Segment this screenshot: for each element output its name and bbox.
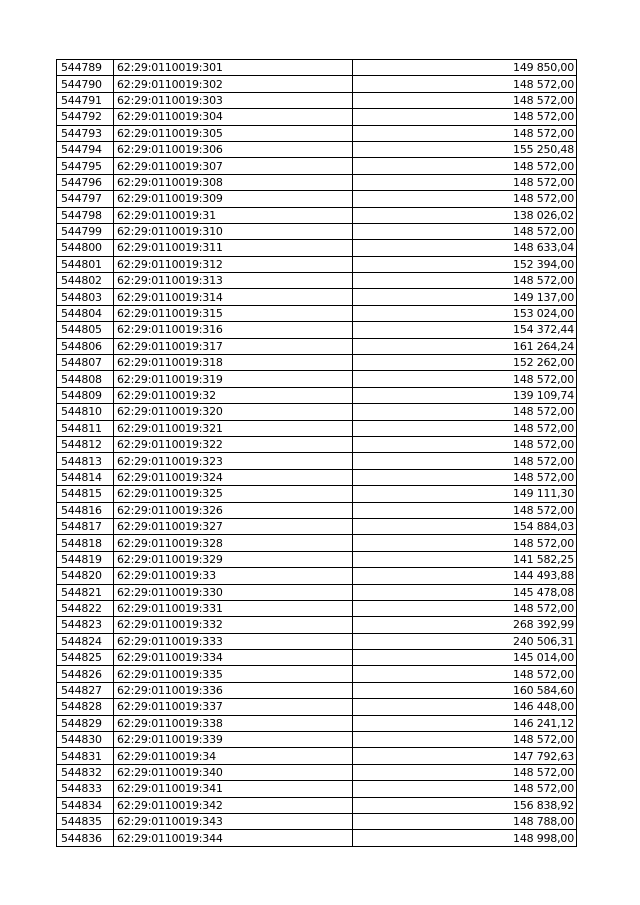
table-row [57, 322, 577, 338]
table-row [57, 436, 577, 452]
row-number-cell: 544835 [57, 813, 114, 829]
cadastral-value-cell: 153 024,00 [353, 305, 577, 321]
cadastral-value-cell: 148 572,00 [353, 600, 577, 616]
table-row [57, 207, 577, 223]
cadastral-value-cell: 148 572,00 [353, 273, 577, 289]
cadastral-value-cell: 148 572,00 [353, 371, 577, 387]
row-number-cell: 544795 [57, 158, 114, 174]
table-row [57, 60, 577, 76]
cadastral-value-table [56, 59, 577, 847]
table-row [57, 568, 577, 584]
cadastral-number-cell: 62:29:0110019:317 [114, 338, 353, 354]
table-row [57, 191, 577, 207]
cadastral-number-cell: 62:29:0110019:333 [114, 633, 353, 649]
row-number-cell: 544819 [57, 551, 114, 567]
row-number-cell: 544826 [57, 666, 114, 682]
row-number-cell: 544798 [57, 207, 114, 223]
cadastral-number-cell: 62:29:0110019:328 [114, 535, 353, 551]
cadastral-value-cell: 152 262,00 [353, 355, 577, 371]
table-row [57, 76, 577, 92]
cadastral-value-cell: 148 633,04 [353, 240, 577, 256]
row-number-cell: 544820 [57, 568, 114, 584]
row-number-cell: 544815 [57, 486, 114, 502]
row-number-cell: 544816 [57, 502, 114, 518]
cadastral-number-cell: 62:29:0110019:316 [114, 322, 353, 338]
cadastral-number-cell: 62:29:0110019:319 [114, 371, 353, 387]
cadastral-value-cell: 148 572,00 [353, 125, 577, 141]
row-number-cell: 544807 [57, 355, 114, 371]
cadastral-value-cell: 161 264,24 [353, 338, 577, 354]
row-number-cell: 544814 [57, 469, 114, 485]
cadastral-number-cell: 62:29:0110019:324 [114, 469, 353, 485]
cadastral-number-cell: 62:29:0110019:315 [114, 305, 353, 321]
cadastral-value-cell: 148 572,00 [353, 223, 577, 239]
row-number-cell: 544822 [57, 600, 114, 616]
cadastral-number-cell: 62:29:0110019:311 [114, 240, 353, 256]
cadastral-value-cell: 148 998,00 [353, 830, 577, 846]
table-row [57, 453, 577, 469]
row-number-cell: 544805 [57, 322, 114, 338]
cadastral-number-cell: 62:29:0110019:338 [114, 715, 353, 731]
row-number-cell: 544803 [57, 289, 114, 305]
table-row [57, 125, 577, 141]
cadastral-value-cell: 146 241,12 [353, 715, 577, 731]
table-row [57, 256, 577, 272]
row-number-cell: 544823 [57, 617, 114, 633]
cadastral-value-cell: 148 572,00 [353, 404, 577, 420]
row-number-cell: 544830 [57, 732, 114, 748]
table-row [57, 240, 577, 256]
table-row [57, 273, 577, 289]
cadastral-number-cell: 62:29:0110019:308 [114, 174, 353, 190]
cadastral-value-cell: 147 792,63 [353, 748, 577, 764]
cadastral-number-cell: 62:29:0110019:335 [114, 666, 353, 682]
table-row [57, 600, 577, 616]
cadastral-value-cell: 148 572,00 [353, 469, 577, 485]
row-number-cell: 544836 [57, 830, 114, 846]
cadastral-number-cell: 62:29:0110019:339 [114, 732, 353, 748]
cadastral-value-cell: 148 572,00 [353, 453, 577, 469]
row-number-cell: 544829 [57, 715, 114, 731]
cadastral-value-cell: 148 572,00 [353, 158, 577, 174]
table-row [57, 92, 577, 108]
cadastral-value-cell: 149 850,00 [353, 60, 577, 76]
cadastral-value-cell: 148 572,00 [353, 420, 577, 436]
cadastral-value-cell: 148 572,00 [353, 764, 577, 780]
row-number-cell: 544817 [57, 518, 114, 534]
row-number-cell: 544806 [57, 338, 114, 354]
cadastral-value-cell: 148 572,00 [353, 781, 577, 797]
row-number-cell: 544825 [57, 650, 114, 666]
cadastral-number-cell: 62:29:0110019:309 [114, 191, 353, 207]
table-row [57, 682, 577, 698]
cadastral-value-cell: 152 394,00 [353, 256, 577, 272]
table-row [57, 289, 577, 305]
table-row [57, 223, 577, 239]
cadastral-number-cell: 62:29:0110019:332 [114, 617, 353, 633]
table-row [57, 781, 577, 797]
cadastral-number-cell: 62:29:0110019:326 [114, 502, 353, 518]
cadastral-number-cell: 62:29:0110019:314 [114, 289, 353, 305]
cadastral-number-cell: 62:29:0110019:340 [114, 764, 353, 780]
table-row [57, 764, 577, 780]
cadastral-number-cell: 62:29:0110019:303 [114, 92, 353, 108]
cadastral-value-cell: 148 572,00 [353, 191, 577, 207]
table-row [57, 109, 577, 125]
cadastral-number-cell: 62:29:0110019:310 [114, 223, 353, 239]
row-number-cell: 544824 [57, 633, 114, 649]
cadastral-number-cell: 62:29:0110019:32 [114, 387, 353, 403]
row-number-cell: 544809 [57, 387, 114, 403]
table-row [57, 158, 577, 174]
table-row [57, 387, 577, 403]
row-number-cell: 544794 [57, 141, 114, 157]
row-number-cell: 544790 [57, 76, 114, 92]
table-row [57, 748, 577, 764]
table-row [57, 141, 577, 157]
cadastral-number-cell: 62:29:0110019:334 [114, 650, 353, 666]
cadastral-number-cell: 62:29:0110019:34 [114, 748, 353, 764]
cadastral-number-cell: 62:29:0110019:343 [114, 813, 353, 829]
table-row [57, 797, 577, 813]
cadastral-number-cell: 62:29:0110019:336 [114, 682, 353, 698]
cadastral-value-cell: 154 884,03 [353, 518, 577, 534]
cadastral-value-cell: 268 392,99 [353, 617, 577, 633]
cadastral-number-cell: 62:29:0110019:323 [114, 453, 353, 469]
row-number-cell: 544827 [57, 682, 114, 698]
cadastral-value-cell: 154 372,44 [353, 322, 577, 338]
row-number-cell: 544810 [57, 404, 114, 420]
row-number-cell: 544791 [57, 92, 114, 108]
row-number-cell: 544800 [57, 240, 114, 256]
row-number-cell: 544811 [57, 420, 114, 436]
table-row [57, 830, 577, 846]
cadastral-value-cell: 148 572,00 [353, 92, 577, 108]
cadastral-value-cell: 145 478,08 [353, 584, 577, 600]
row-number-cell: 544804 [57, 305, 114, 321]
cadastral-value-cell: 148 572,00 [353, 174, 577, 190]
cadastral-value-cell: 148 572,00 [353, 436, 577, 452]
table-row [57, 338, 577, 354]
row-number-cell: 544796 [57, 174, 114, 190]
cadastral-number-cell: 62:29:0110019:304 [114, 109, 353, 125]
table-row [57, 666, 577, 682]
table-row [57, 617, 577, 633]
cadastral-number-cell: 62:29:0110019:306 [114, 141, 353, 157]
table-row [57, 699, 577, 715]
row-number-cell: 544813 [57, 453, 114, 469]
row-number-cell: 544818 [57, 535, 114, 551]
table-row [57, 355, 577, 371]
table-row [57, 469, 577, 485]
row-number-cell: 544828 [57, 699, 114, 715]
cadastral-number-cell: 62:29:0110019:33 [114, 568, 353, 584]
cadastral-number-cell: 62:29:0110019:307 [114, 158, 353, 174]
table-row [57, 420, 577, 436]
cadastral-number-cell: 62:29:0110019:301 [114, 60, 353, 76]
row-number-cell: 544801 [57, 256, 114, 272]
cadastral-number-cell: 62:29:0110019:313 [114, 273, 353, 289]
cadastral-value-cell: 141 582,25 [353, 551, 577, 567]
table-row [57, 535, 577, 551]
cadastral-value-cell: 146 448,00 [353, 699, 577, 715]
cadastral-number-cell: 62:29:0110019:320 [114, 404, 353, 420]
cadastral-value-cell: 148 572,00 [353, 109, 577, 125]
cadastral-value-cell: 148 788,00 [353, 813, 577, 829]
table-row [57, 650, 577, 666]
cadastral-value-cell: 149 111,30 [353, 486, 577, 502]
cadastral-value-cell: 139 109,74 [353, 387, 577, 403]
cadastral-value-cell: 240 506,31 [353, 633, 577, 649]
table-body [57, 60, 577, 847]
table-row [57, 486, 577, 502]
cadastral-number-cell: 62:29:0110019:318 [114, 355, 353, 371]
cadastral-number-cell: 62:29:0110019:337 [114, 699, 353, 715]
table-row [57, 518, 577, 534]
cadastral-number-cell: 62:29:0110019:305 [114, 125, 353, 141]
table-row [57, 502, 577, 518]
cadastral-number-cell: 62:29:0110019:325 [114, 486, 353, 502]
table-row [57, 404, 577, 420]
cadastral-number-cell: 62:29:0110019:341 [114, 781, 353, 797]
row-number-cell: 544808 [57, 371, 114, 387]
row-number-cell: 544799 [57, 223, 114, 239]
cadastral-value-cell: 148 572,00 [353, 666, 577, 682]
cadastral-number-cell: 62:29:0110019:321 [114, 420, 353, 436]
cadastral-number-cell: 62:29:0110019:302 [114, 76, 353, 92]
row-number-cell: 544792 [57, 109, 114, 125]
cadastral-value-cell: 149 137,00 [353, 289, 577, 305]
row-number-cell: 544789 [57, 60, 114, 76]
cadastral-number-cell: 62:29:0110019:342 [114, 797, 353, 813]
cadastral-value-cell: 148 572,00 [353, 76, 577, 92]
table-row [57, 551, 577, 567]
row-number-cell: 544834 [57, 797, 114, 813]
cadastral-value-cell: 160 584,60 [353, 682, 577, 698]
cadastral-number-cell: 62:29:0110019:331 [114, 600, 353, 616]
row-number-cell: 544802 [57, 273, 114, 289]
row-number-cell: 544821 [57, 584, 114, 600]
table-row [57, 715, 577, 731]
table-row [57, 813, 577, 829]
cadastral-value-cell: 148 572,00 [353, 502, 577, 518]
row-number-cell: 544812 [57, 436, 114, 452]
cadastral-value-cell: 148 572,00 [353, 732, 577, 748]
cadastral-number-cell: 62:29:0110019:344 [114, 830, 353, 846]
row-number-cell: 544793 [57, 125, 114, 141]
row-number-cell: 544797 [57, 191, 114, 207]
row-number-cell: 544833 [57, 781, 114, 797]
cadastral-value-cell: 155 250,48 [353, 141, 577, 157]
table-row [57, 305, 577, 321]
cadastral-number-cell: 62:29:0110019:31 [114, 207, 353, 223]
table-row [57, 371, 577, 387]
cadastral-value-cell: 138 026,02 [353, 207, 577, 223]
table-row [57, 732, 577, 748]
table-row [57, 633, 577, 649]
table-row [57, 174, 577, 190]
cadastral-number-cell: 62:29:0110019:330 [114, 584, 353, 600]
cadastral-number-cell: 62:29:0110019:322 [114, 436, 353, 452]
cadastral-value-cell: 148 572,00 [353, 535, 577, 551]
cadastral-value-cell: 145 014,00 [353, 650, 577, 666]
cadastral-number-cell: 62:29:0110019:329 [114, 551, 353, 567]
cadastral-number-cell: 62:29:0110019:327 [114, 518, 353, 534]
table-row [57, 584, 577, 600]
row-number-cell: 544831 [57, 748, 114, 764]
cadastral-number-cell: 62:29:0110019:312 [114, 256, 353, 272]
row-number-cell: 544832 [57, 764, 114, 780]
cadastral-value-cell: 144 493,88 [353, 568, 577, 584]
cadastral-value-cell: 156 838,92 [353, 797, 577, 813]
